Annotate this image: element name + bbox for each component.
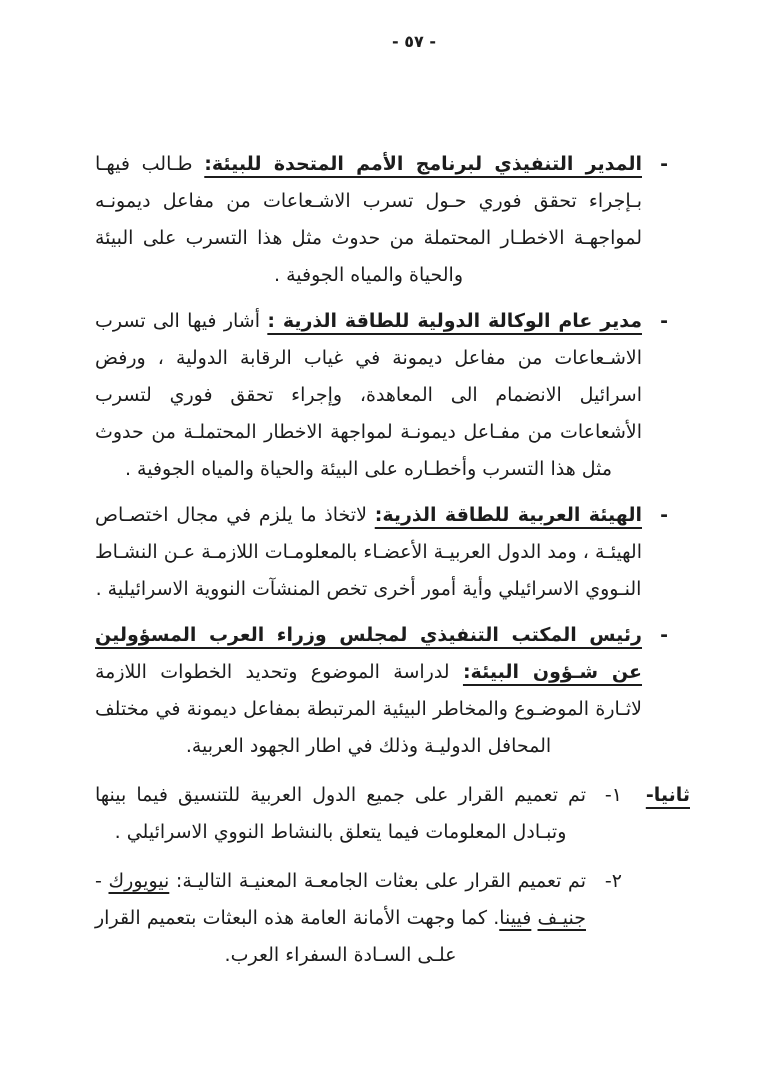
paragraph-iaea-director (95, 303, 668, 488)
paragraph-text (95, 497, 642, 608)
section-label: ثانيا- (645, 784, 690, 806)
mission-newyork: نيويورك (108, 870, 170, 892)
separator: - (95, 870, 109, 892)
dash-bullet: - (660, 310, 668, 332)
paragraph-body: أشار فيها الى تسرب الاشـعاعات من مفاعل ديمونة في غياب الرقابة الدولية ، ورفض اسرائيل الانضمام الى المعاهدة، وإجراء تحقق فوري لتسرب الأشعاعات من مفـاعل ديمونـة لمواجهة الاخطار المحتملـة من حدوث مثل هذا التسرب وأخطـاره على البيئة والحياة والمياه الجوفية . (95, 310, 642, 480)
mission-geneva: جنيـف (537, 907, 586, 929)
mission-vienna: فيينا (499, 907, 532, 929)
list-item-2 (95, 863, 622, 974)
item-text (95, 863, 586, 974)
dash-bullet: - (660, 153, 668, 175)
dash-bullet: - (660, 624, 668, 646)
paragraph-heading: مدير عام الوكالة الدولية للطاقة الذرية : (267, 310, 642, 332)
paragraph-heading: الهيئة العربية للطاقة الذرية: (374, 504, 642, 526)
paragraph-body: طـالب فيهـا بـإجراء تحقق فوري حـول تسرب الاشـعاعات من مفاعل ديمونـه لمواجهـة الاخطـار المحتملة من حدوث مثل هذا التسرب على البيئة والحياة والمياه الجوفية . (95, 153, 642, 286)
section-items (95, 777, 622, 974)
item-text-after: . كما وجهت الأمانة العامة هذه البعثات بتعميم القرار علـى السـادة السفراء العرب. (95, 907, 500, 966)
item-text-before: تم تعميم القرار على بعثات الجامعـة المعنيـة التاليـة: (169, 870, 586, 892)
item-text: تم تعميم القرار على جميع الدول العربية للتنسيق فيما بينها وتبـادل المعلومات فيما يتعلق بالنشاط النووي الاسرائيلي . (95, 784, 586, 843)
paragraph-body: لدراسة الموضوع وتحديد الخطوات اللازمة لاثـارة الموضـوع والمخاطر البيئية المرتبطة بمفاعل ديمونة في مختلف المحافل الدوليـة وذلك في اطار الجهود العربية. (95, 661, 642, 757)
paragraph-heading: المدير التنفيذي لبرنامج الأمم المتحدة للبيئة: (204, 153, 642, 175)
item-number: ١- (604, 784, 622, 806)
paragraph-unep-director (95, 146, 668, 294)
dash-bullet: - (660, 504, 668, 526)
page-number: - ٥٧ - (392, 32, 436, 51)
item-number: ٢- (604, 870, 622, 892)
paragraph-body: لاتخاذ ما يلزم في مجال اختصـاص الهيئـة ، ومد الدول العربيـة الأعضـاء بالمعلومـات اللازمـة عـن النشـاط النـووي الاسرائيلي وأية أمور أخرى تخص المنشآت النووية الاسرائيلية . (95, 504, 642, 600)
paragraph-executive-office-head (95, 617, 668, 765)
paragraph-heading: رئيس المكتب التنفيذي لمجلس وزراء العرب المسؤولين عن شـؤون البيئة: (95, 624, 642, 683)
paragraph-text (95, 146, 642, 294)
section-secondly (95, 777, 690, 974)
paragraph-text (95, 617, 642, 765)
paragraph-arab-atomic-agency (95, 497, 668, 608)
paragraph-text (95, 303, 642, 488)
document-content (95, 146, 690, 974)
list-item-1 (95, 777, 622, 851)
